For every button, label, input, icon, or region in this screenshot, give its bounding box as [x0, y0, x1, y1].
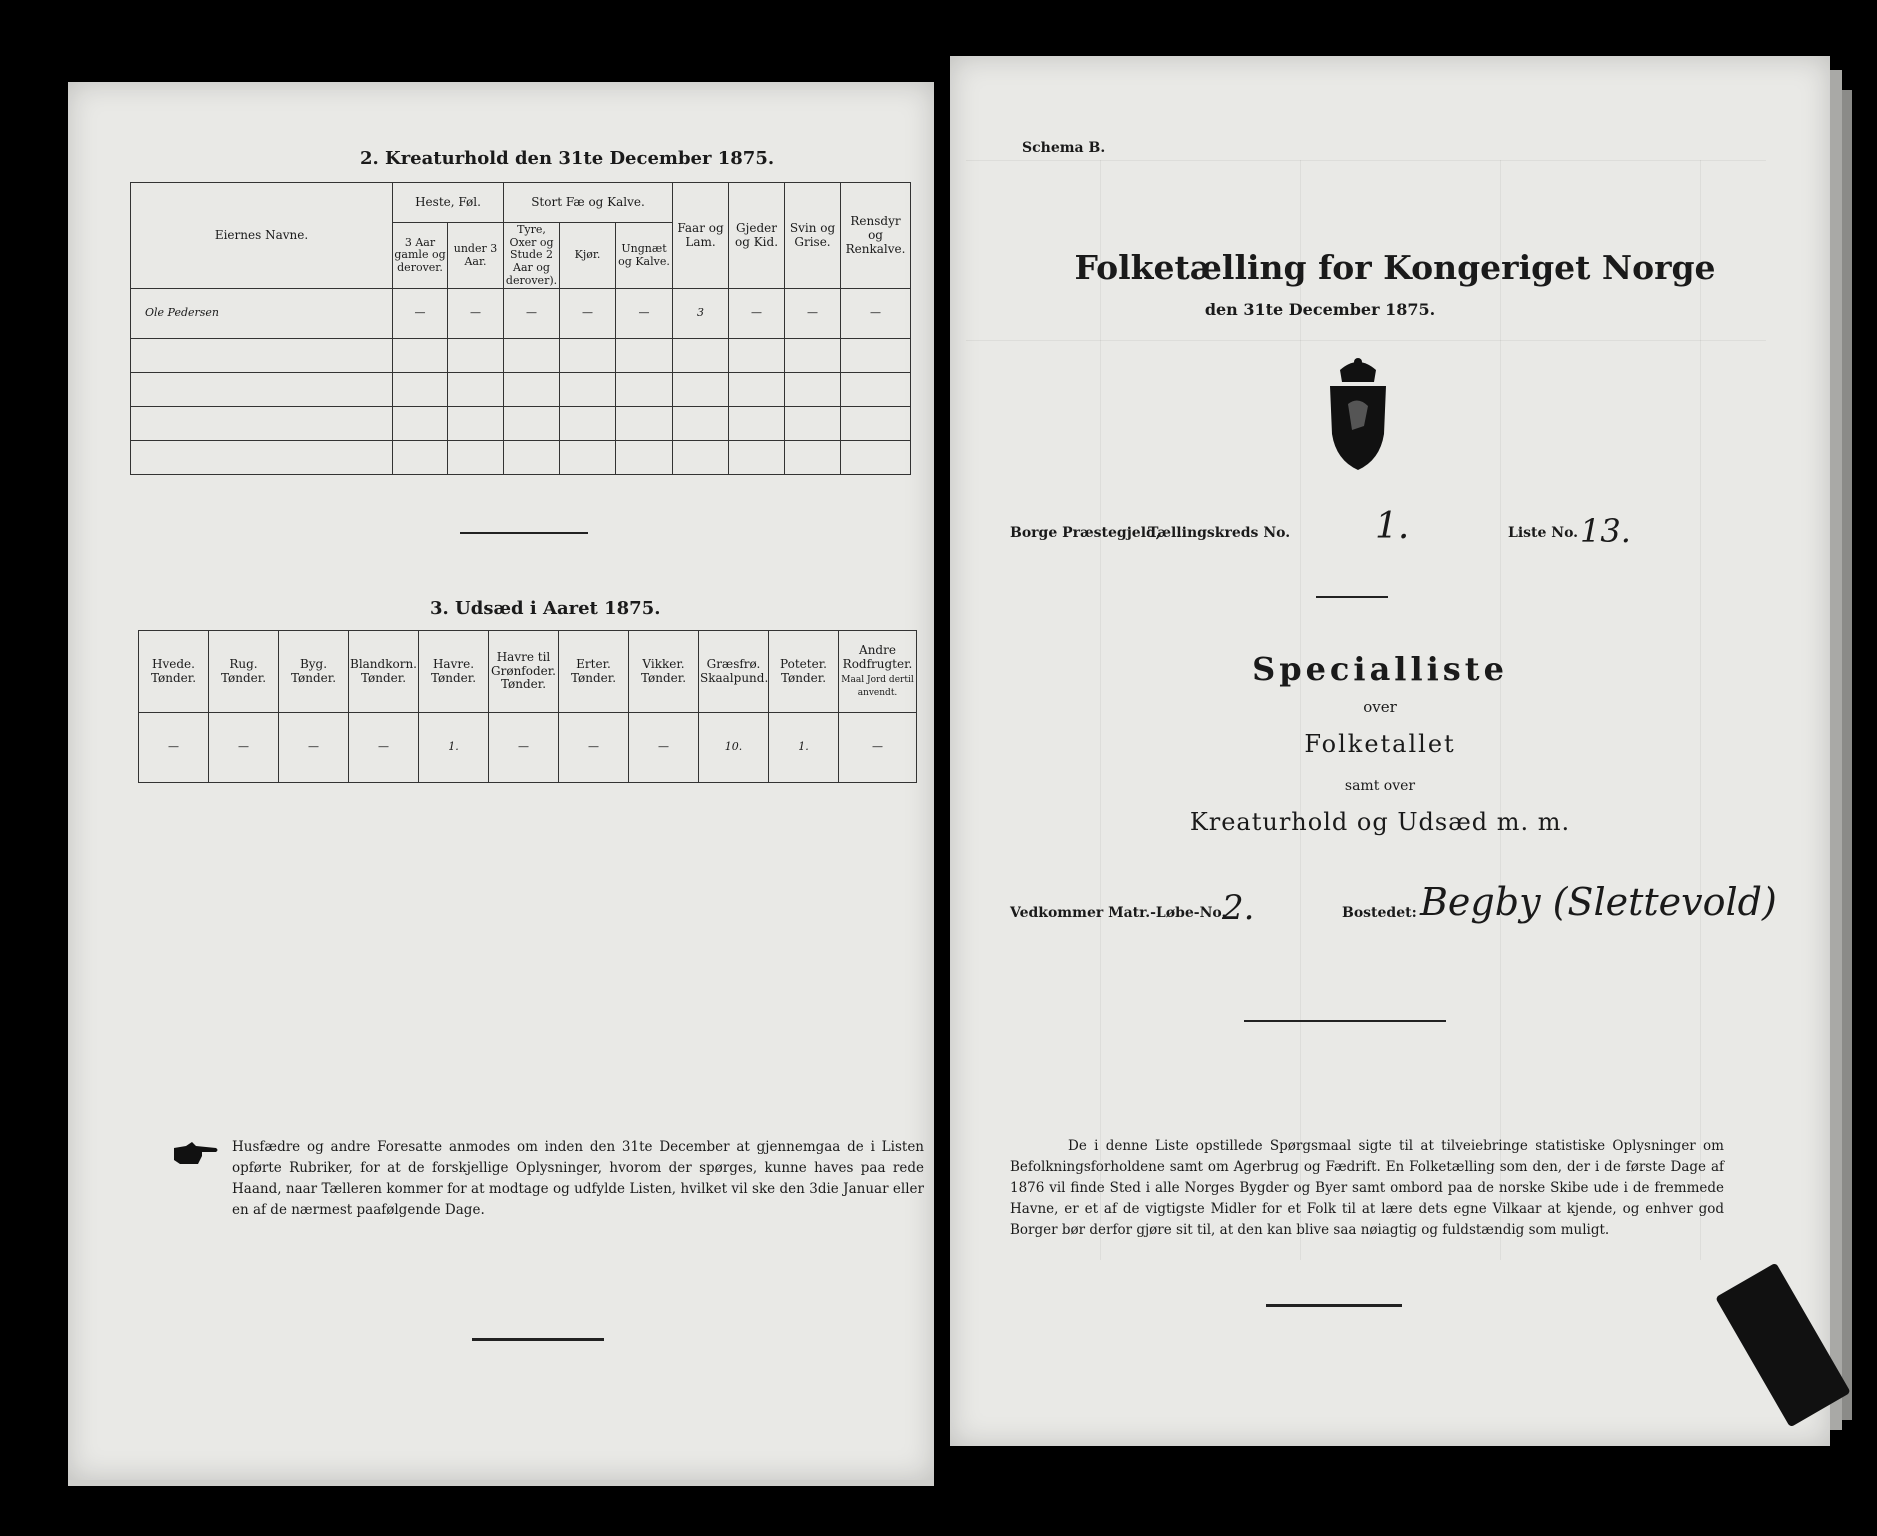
bosted-value: Begby (Slettevold) — [1420, 880, 1777, 924]
liste-value: 13. — [1580, 512, 1631, 550]
seed-column-header: Poteter. Tønder. — [769, 631, 839, 713]
table-cell: — — [349, 713, 419, 783]
horses-header: Heste, Føl. — [393, 183, 504, 223]
special-list-title: Specialliste — [1252, 650, 1508, 688]
table-cell: — — [560, 289, 616, 339]
schema-label: Schema B. — [1022, 140, 1106, 156]
owner-name: Ole Pedersen — [131, 289, 393, 339]
cattle-sub-header: Kjør. — [560, 223, 616, 289]
bleed-line — [966, 340, 1766, 341]
page-edge — [68, 1480, 934, 1486]
matr-label: Vedkommer Matr.-Løbe-No. — [1010, 905, 1227, 921]
explanation-text: De i denne Liste opstillede Spørgsmaal sigte til at tilveiebringe statistiske Oplysninger om Befolkningsforholdene samt om Agerbrug og Fædrift. En Folketælling som den, der i de første Dage af 1876 vil finde Sted i alle Norges Bygder og Byer samt ombord paa de norske Skibe ude i de fremmede Havne, er et af de vigtigste Midler for et Folk til at lære dets egne Vilkaar at kjende, og enhver god Borger bør derfor gjøre sit til, at den kan blive saa nøiagtig og fuldstændig som muligt. — [1010, 1138, 1724, 1238]
prestegjeld-label: Borge Præstegjeld, — [1010, 525, 1161, 541]
bleed-line — [1100, 160, 1101, 1260]
divider — [1266, 1304, 1402, 1307]
table-cell: 10. — [699, 713, 769, 783]
page-title: Folketælling for Kongeriget Norge — [1074, 248, 1716, 287]
seed-column-header: Græsfrø. Skaalpund. — [699, 631, 769, 713]
table-cell: — — [729, 289, 785, 339]
goats-header: Gjeder og Kid. — [729, 183, 785, 289]
samt-over-text: samt over — [1344, 778, 1416, 794]
kreds-value: 1. — [1375, 506, 1410, 547]
notice-text: Husfædre og andre Foresatte anmodes om inden den 31te December at gjennemgaa de i Listen opførte Rubriker, for at de forskjellige Oplysninger, hvorom der spørges, kunne haves paa rede Haand, naar Tælleren kommer for at modtage og udfylde Listen, hvilket vil ske den 3die Januar eller en af de nærmest paafølgende Dage. — [232, 1139, 924, 1218]
seed-column-header: Vikker. Tønder. — [629, 631, 699, 713]
cattle-header: Stort Fæ og Kalve. — [504, 183, 673, 223]
table-cell: — — [504, 289, 560, 339]
table-cell: — — [629, 713, 699, 783]
bosted-label: Bostedet: — [1342, 905, 1417, 921]
cattle-sub-header: Tyre, Oxer og Stude 2 Aar og derover). — [504, 223, 560, 289]
over-text: over — [1363, 698, 1397, 716]
table-cell: 1. — [419, 713, 489, 783]
livestock-seed-title: Kreaturhold og Udsæd m. m. — [1189, 808, 1571, 836]
page-edge — [1830, 70, 1842, 1430]
seed-column-header: Erter. Tønder. — [559, 631, 629, 713]
page-edge — [1842, 90, 1852, 1420]
table-cell: — — [841, 289, 911, 339]
horses-sub-header: 3 Aar gamle og derover. — [393, 223, 448, 289]
table-cell: — — [279, 713, 349, 783]
pigs-header: Svin og Grise. — [785, 183, 841, 289]
owner-header: Eiernes Navne. — [131, 183, 393, 289]
bleed-line — [1500, 160, 1501, 1260]
table-cell: — — [448, 289, 504, 339]
reindeer-header: Rensdyr og Renkalve. — [841, 183, 911, 289]
table-cell: — — [209, 713, 279, 783]
kreds-label: Tællingskreds No. — [1148, 525, 1291, 541]
seed-column-header: Havre til Grønfoder. Tønder. — [489, 631, 559, 713]
coat-of-arms-icon — [1318, 356, 1398, 472]
divider — [1244, 1020, 1446, 1022]
seed-column-header: Blandkorn. Tønder. — [349, 631, 419, 713]
matr-value: 2. — [1222, 888, 1255, 928]
divider — [460, 532, 588, 534]
table-cell: 3 — [673, 289, 729, 339]
table-cell: — — [559, 713, 629, 783]
table-cell: — — [839, 713, 917, 783]
table-cell: — — [393, 289, 448, 339]
divider — [472, 1338, 604, 1341]
bleed-line — [1700, 160, 1701, 1260]
section-2-title: 2. Kreaturhold den 31te December 1875. — [360, 148, 775, 169]
seed-column-header: Andre Rodfrugter. Maal Jord dertil anvendt. — [839, 631, 917, 713]
table-cell: — — [139, 713, 209, 783]
livestock-table — [130, 182, 911, 475]
table-cell: — — [616, 289, 673, 339]
cattle-sub-header: Ungnæt og Kalve. — [616, 223, 673, 289]
sheep-header: Faar og Lam. — [673, 183, 729, 289]
pointing-hand-icon — [172, 1140, 220, 1168]
table-cell: 1. — [769, 713, 839, 783]
seed-table — [138, 630, 917, 783]
horses-sub-header: under 3 Aar. — [448, 223, 504, 289]
seed-column-header: Havre. Tønder. — [419, 631, 489, 713]
section-3-title: 3. Udsæd i Aaret 1875. — [430, 598, 661, 619]
folketallet-text: Folketallet — [1304, 730, 1456, 758]
seed-column-header: Byg. Tønder. — [279, 631, 349, 713]
census-date: den 31te December 1875. — [1204, 300, 1436, 319]
divider — [1316, 596, 1388, 598]
table-cell: — — [785, 289, 841, 339]
bleed-line — [966, 160, 1766, 161]
table-cell: — — [489, 713, 559, 783]
liste-label: Liste No. — [1508, 525, 1579, 541]
seed-column-header: Rug. Tønder. — [209, 631, 279, 713]
seed-column-header: Hvede. Tønder. — [139, 631, 209, 713]
